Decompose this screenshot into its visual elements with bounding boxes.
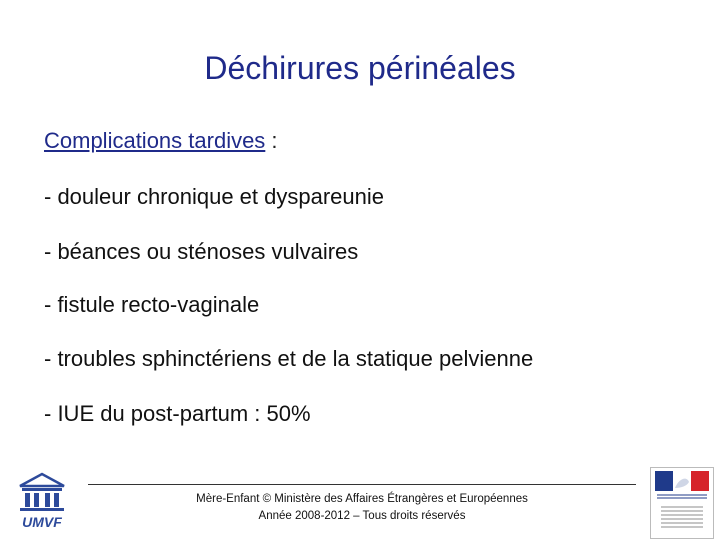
subtitle-link[interactable]: Complications tardives [44, 128, 266, 153]
list-item: - béances ou sténoses vulvaires [44, 239, 359, 264]
marianne-flag-icon [651, 468, 713, 538]
subtitle-suffix: : [265, 128, 278, 153]
umvf-logo-icon [12, 470, 72, 532]
list-item: - troubles sphinctériens et de la statique pelvienne [44, 346, 534, 371]
list-item: - fistule recto-vaginale [44, 292, 260, 317]
footer [88, 491, 636, 525]
ministry-logo [650, 467, 714, 539]
slide-title: Déchirures périnéales [204, 50, 516, 86]
list-item: - IUE du post-partum : 50% [44, 401, 311, 426]
list-item: - douleur chronique et dyspareunie [44, 184, 385, 209]
umvf-logo [12, 470, 72, 532]
subtitle [44, 128, 278, 154]
footer-divider [88, 484, 636, 485]
footer-year: Année 2008-2012 – Tous droits réservés [258, 510, 466, 522]
footer-copyright: Mère-Enfant © Ministère des Affaires Étrangères et Européennes [196, 493, 528, 505]
umvf-logo-text: UMVF [22, 514, 62, 530]
